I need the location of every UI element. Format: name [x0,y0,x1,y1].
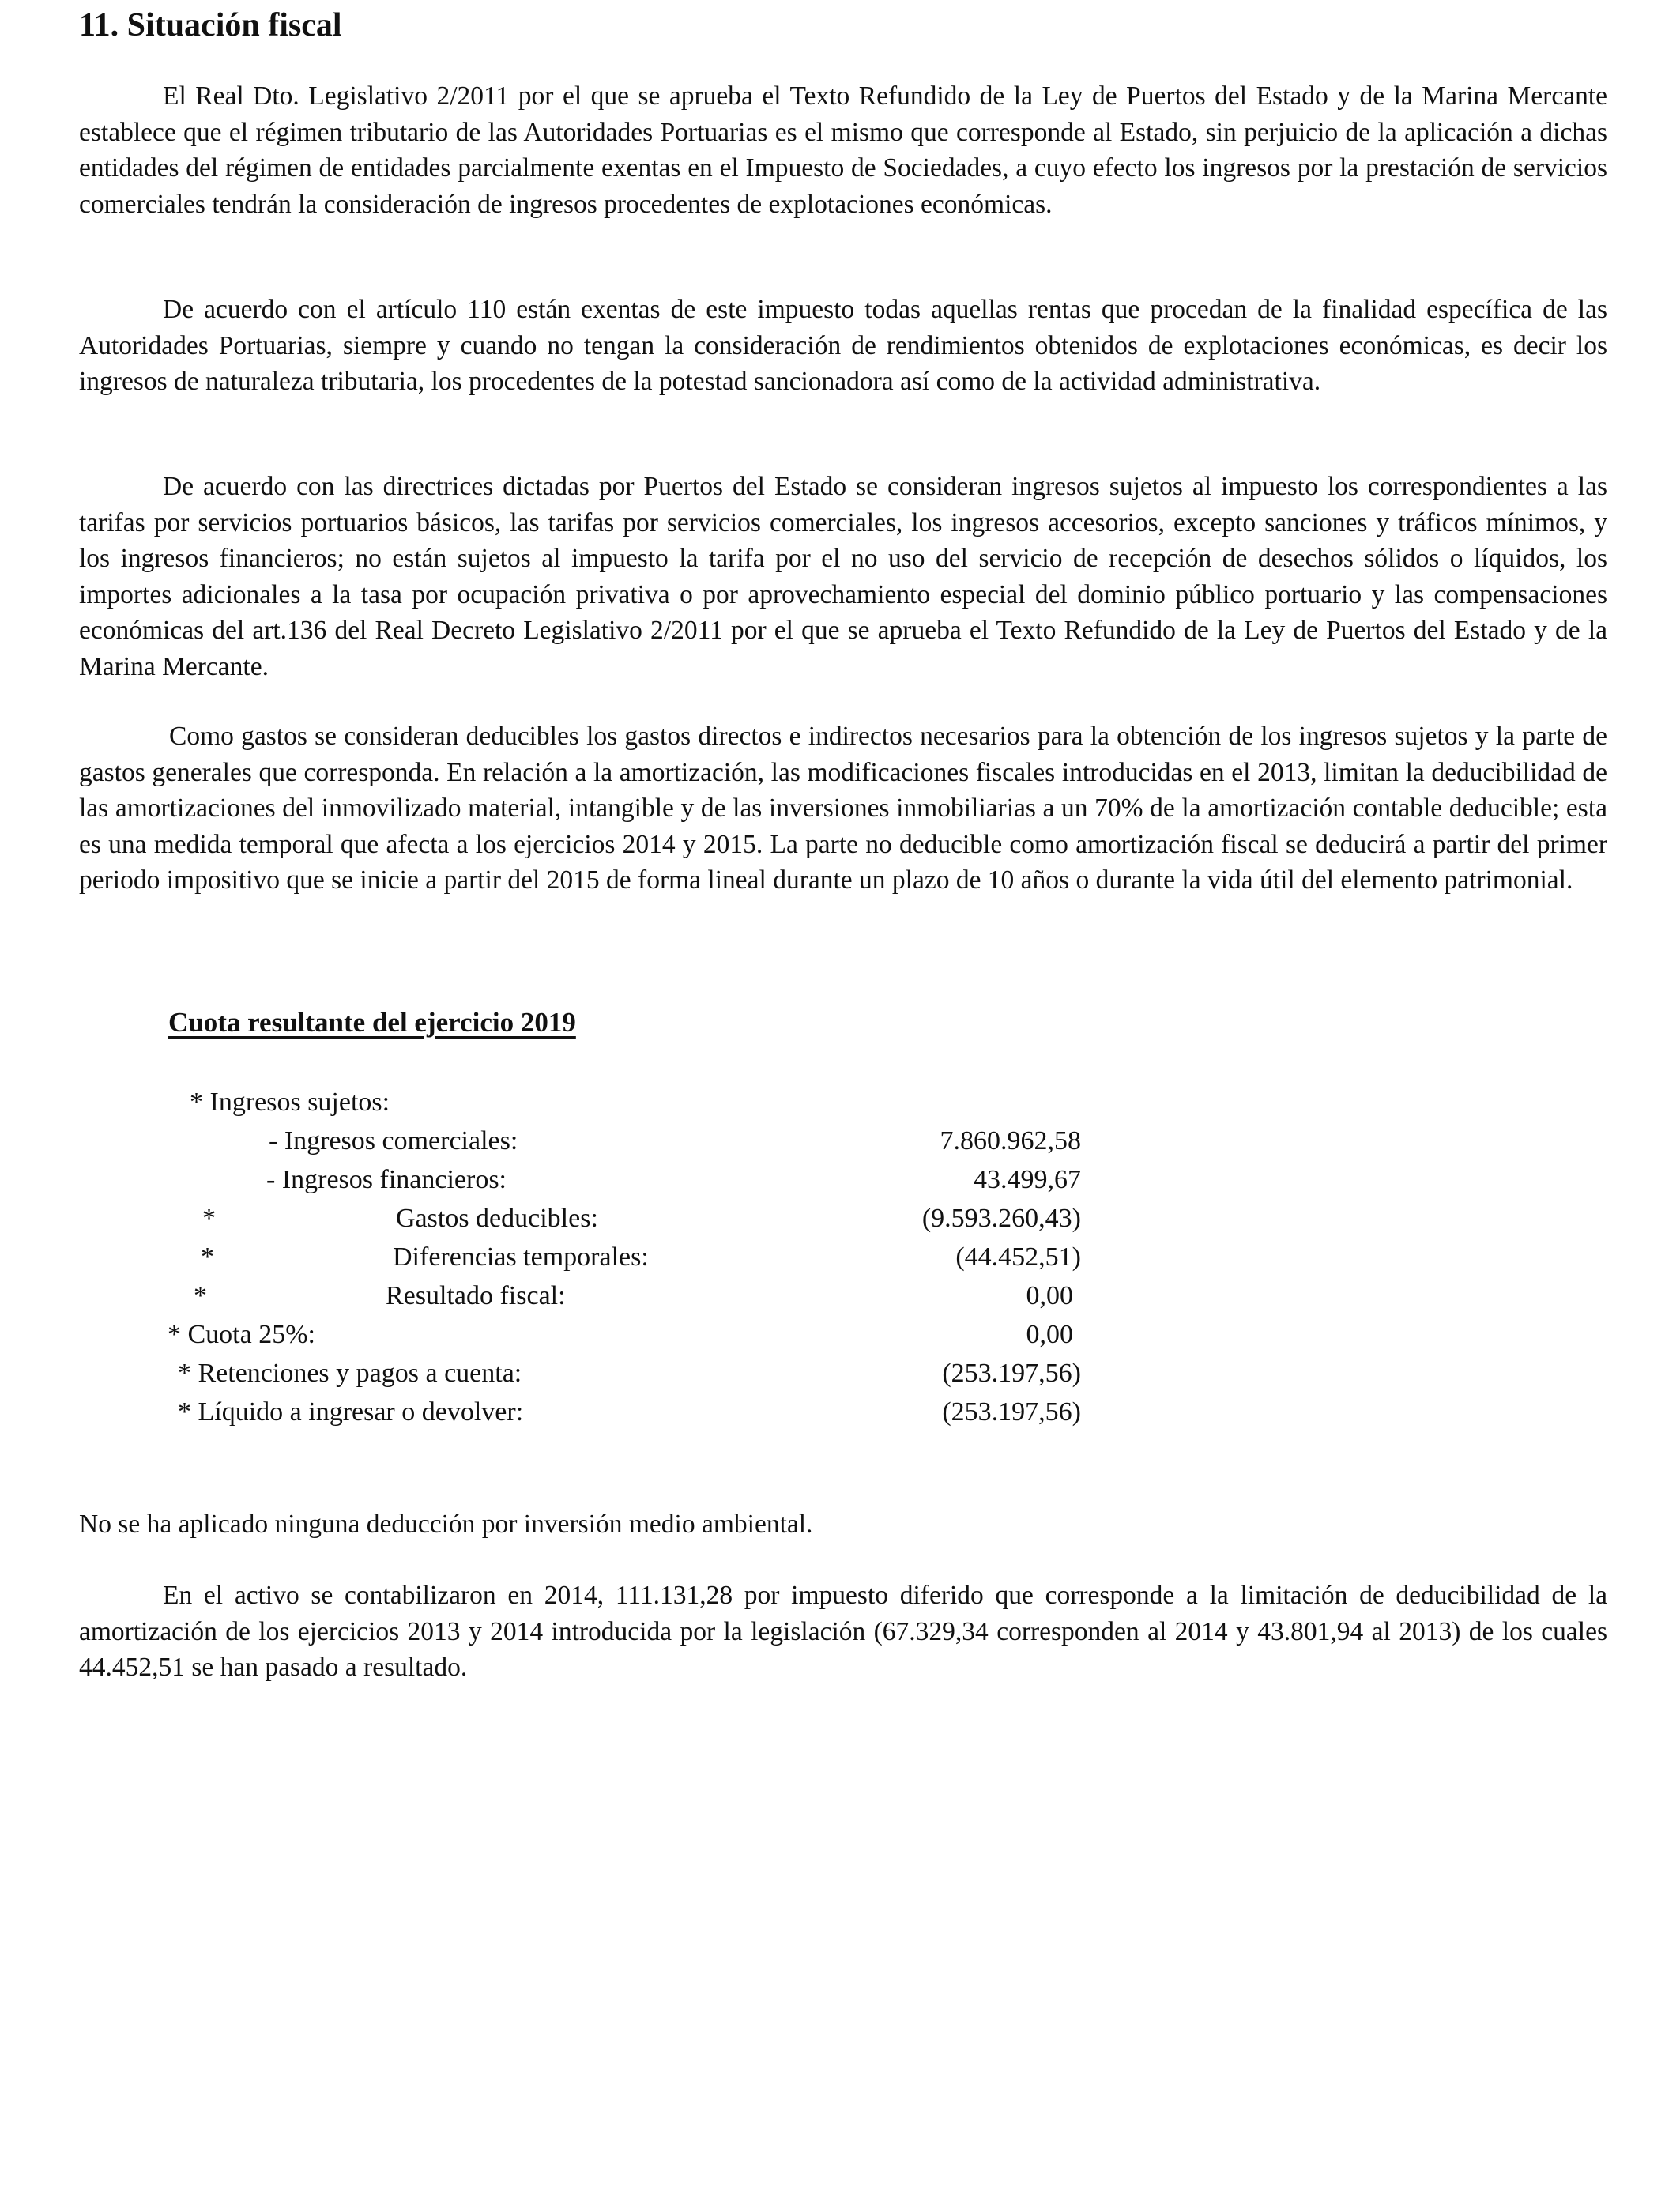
quota-value: (253.197,56) [942,1397,1081,1427]
quota-label: * Líquido a ingresar o devolver: [178,1397,524,1427]
paragraph-exemptions: De acuerdo con el artículo 110 están exentas de este impuesto todas aquellas rentas que procedan de la finalidad específica de las Autoridades Portuarias, siempre y cuando no tengan la consideración de rendimientos obtenidos de explotaciones económicas, es decir los ingresos de naturaleza tributaria, los procedentes de la potestad sancionadora así como de la actividad administrativa. [79,295,1607,397]
quota-value: (253.197,56) [942,1359,1081,1388]
quota-label: * Cuota 25%: [168,1320,315,1349]
quota-row-financieros [0,1160,1680,1199]
quota-row-resultado [0,1276,1680,1315]
quota-value: 0,00 [1026,1281,1073,1310]
quota-bullet: * [201,1242,214,1272]
section-heading: 11. Situación fiscal [79,7,342,43]
quota-row-liquido [0,1393,1680,1431]
quota-label: Gastos deducibles: [396,1204,598,1233]
quota-value: (44.452,51) [955,1242,1081,1272]
quota-row-gastos [0,1199,1680,1238]
quota-row-cuota [0,1315,1680,1354]
quota-label: - Ingresos comerciales: [269,1126,518,1155]
quota-row-comerciales [0,1122,1680,1160]
paragraph-tax-regime: El Real Dto. Legislativo 2/2011 por el que se aprueba el Texto Refundido de la Ley de Puertos del Estado y de la Marina Mercante establece que el régimen tributario de las Autoridades Portuarias es el mismo que corresponde al Estado, sin perjuicio de la aplicación a dichas entidades del régimen de entidades parcialmente exentas en el Impuesto de Sociedades, a cuyo efecto los ingresos por la prestación de servicios comerciales tendrán la consideración de ingresos procedentes de explotaciones económicas. [79,81,1607,219]
quota-row-diferencias [0,1238,1680,1276]
quota-label: Resultado fiscal: [386,1281,566,1310]
paragraph-deductible-expenses: Como gastos se consideran deducibles los gastos directos e indirectos necesarios para la obtención de los ingresos sujetos y la parte de gastos generales que corresponda. En relación a la amortización, las modificaciones fiscales introducidas en el 2013, limitan la deducibilidad de las amortizaciones del inmovilizado material, intangible y de las inversiones inmobiliarias a un 70% de la amortización contable deducible; esta es una medida temporal que afecta a los ejercicios 2014 y 2015. La parte no deducible como amortización fiscal se deducirá a partir del primer periodo impositivo que se inicie a partir del 2015 de forma lineal durante un plazo de 10 años o durante la vida útil del elemento patrimonial. [79,722,1607,895]
quota-label: * Retenciones y pagos a cuenta: [178,1359,522,1388]
quota-label: Diferencias temporales: [393,1242,649,1272]
quota-label: - Ingresos financieros: [266,1165,507,1194]
quota-value: 0,00 [1026,1320,1073,1349]
quota-value: 7.860.962,58 [940,1126,1081,1155]
quota-label: * Ingresos sujetos: [190,1088,390,1117]
paragraph-deferred-tax: En el activo se contabilizaron en 2014, 111.131,28 por impuesto diferido que corresponde a la limitación de deducibilidad de la amortización de los ejercicios 2013 y 2014 introducida por la legislación (67.329,34 corresponden al 2014 y 43.801,94 al 2013) de los cuales 44.452,51 se han pasado a resultado. [79,1581,1607,1683]
note-environmental-deduction: No se ha aplicado ninguna deducción por inversión medio ambiental. [79,1510,813,1539]
quota-row-ingresos [0,1083,1680,1122]
quota-row-retenciones [0,1354,1680,1393]
paragraph-taxable-income: De acuerdo con las directrices dictadas por Puertos del Estado se consideran ingresos sujetos al impuesto los correspondientes a las tarifas por servicios portuarios básicos, las tarifas por servicios comerciales, los ingresos accesorios, excepto sanciones y tráficos mínimos, y los ingresos financieros; no están sujetos al impuesto la tarifa por el no uso del servicio de recepción de desechos sólidos o líquidos, los importes adicionales a la tasa por ocupación privativa o por aprovechamiento especial del dominio público portuario y las compensaciones económicas del art.136 del Real Decreto Legislativo 2/2011 por el que se aprueba el Texto Refundido de la Ley de Puertos del Estado y de la Marina Mercante. [79,472,1607,681]
quota-bullet: * [202,1204,216,1233]
quota-value: 43.499,67 [974,1165,1081,1194]
quota-bullet: * [194,1281,207,1310]
quota-title: Cuota resultante del ejercicio 2019 [168,1007,576,1038]
quota-value: (9.593.260,43) [921,1204,1081,1233]
